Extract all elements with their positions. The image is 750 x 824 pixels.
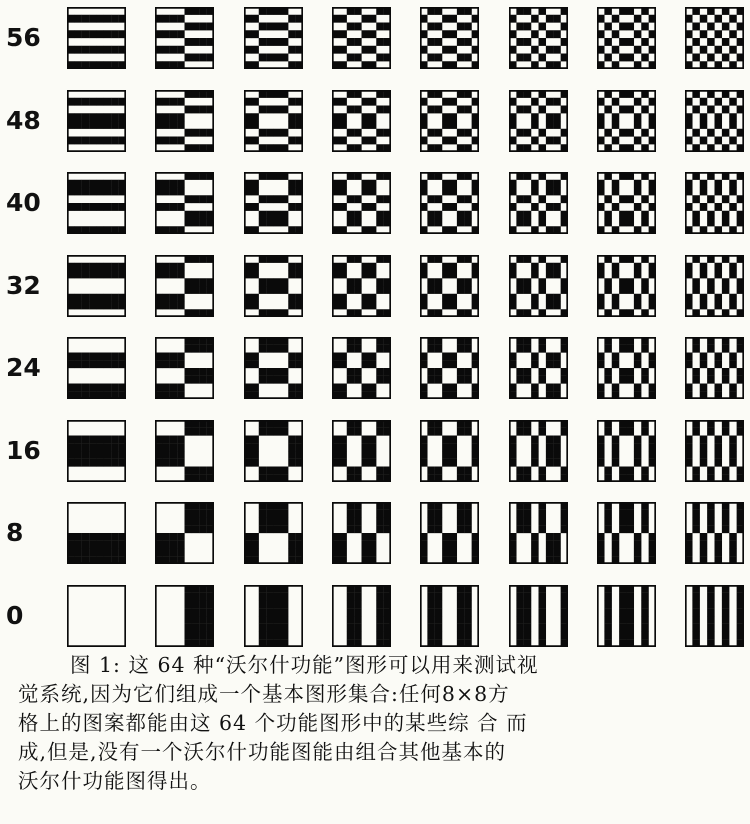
- walsh-pattern: [420, 90, 479, 152]
- caption-line-3: 格上的图案都能由这 64 个功能图形中的某些综 合 而: [18, 711, 528, 735]
- walsh-pattern: [67, 7, 126, 69]
- walsh-pattern: [420, 420, 479, 482]
- walsh-pattern: [685, 90, 744, 152]
- row-label: 56: [6, 23, 41, 52]
- walsh-pattern: [332, 90, 391, 152]
- walsh-pattern: [597, 172, 656, 234]
- walsh-pattern: [155, 90, 214, 152]
- walsh-pattern: [67, 337, 126, 399]
- caption-line-1: 图 1: 这 64 种“沃尔什功能”图形可以用来测试视: [70, 653, 539, 677]
- walsh-pattern: [509, 420, 568, 482]
- walsh-pattern: [597, 255, 656, 317]
- walsh-pattern: [509, 255, 568, 317]
- walsh-pattern: [244, 7, 303, 69]
- walsh-pattern: [509, 337, 568, 399]
- row-label: 48: [6, 105, 41, 135]
- walsh-pattern: [685, 585, 744, 647]
- walsh-pattern: [597, 7, 656, 69]
- walsh-pattern: [332, 7, 391, 69]
- walsh-pattern: [332, 585, 391, 647]
- row-label: 24: [6, 353, 41, 382]
- walsh-pattern: [332, 420, 391, 482]
- figure-caption: [18, 651, 730, 819]
- row-label: 16: [6, 435, 41, 465]
- walsh-pattern: [155, 420, 214, 482]
- walsh-pattern: [244, 585, 303, 647]
- walsh-pattern: [332, 337, 391, 399]
- row-label: 32: [6, 270, 41, 300]
- walsh-pattern: [244, 420, 303, 482]
- walsh-pattern: [67, 585, 126, 647]
- walsh-pattern: [67, 255, 126, 317]
- row-label: 8: [6, 518, 24, 547]
- walsh-pattern: [420, 7, 479, 69]
- walsh-pattern: [685, 255, 744, 317]
- walsh-pattern: [597, 420, 656, 482]
- walsh-pattern: [509, 502, 568, 564]
- walsh-pattern: [67, 172, 126, 234]
- walsh-pattern: [420, 337, 479, 399]
- walsh-pattern: [685, 420, 744, 482]
- walsh-pattern: [597, 90, 656, 152]
- walsh-pattern: [155, 7, 214, 69]
- walsh-pattern: [685, 7, 744, 69]
- walsh-pattern: [509, 585, 568, 647]
- walsh-pattern: [155, 502, 214, 564]
- walsh-pattern: [67, 90, 126, 152]
- walsh-pattern: [509, 172, 568, 234]
- walsh-pattern: [244, 337, 303, 399]
- caption-line-2: 觉系统,因为它们组成一个基本图形集合:任何8×8方: [18, 682, 510, 706]
- walsh-pattern: [332, 255, 391, 317]
- walsh-pattern: [67, 420, 126, 482]
- walsh-pattern: [332, 172, 391, 234]
- walsh-pattern: [509, 90, 568, 152]
- caption-line-5: 沃尔什功能图得出。: [18, 769, 212, 793]
- caption-line-4: 成,但是,没有一个沃尔什功能图能由组合其他基本的: [18, 740, 507, 764]
- walsh-pattern: [597, 585, 656, 647]
- walsh-pattern: [597, 337, 656, 399]
- walsh-pattern: [509, 7, 568, 69]
- walsh-pattern: [155, 255, 214, 317]
- walsh-pattern: [332, 502, 391, 564]
- walsh-pattern: [420, 255, 479, 317]
- walsh-pattern: [155, 337, 214, 399]
- row-label: 40: [6, 188, 41, 217]
- walsh-pattern: [420, 172, 479, 234]
- walsh-pattern: [244, 90, 303, 152]
- walsh-pattern: [244, 172, 303, 234]
- walsh-pattern: [597, 502, 656, 564]
- walsh-pattern: [685, 502, 744, 564]
- walsh-pattern: [685, 337, 744, 399]
- walsh-pattern: [155, 585, 214, 647]
- walsh-pattern: [244, 502, 303, 564]
- walsh-pattern: [155, 172, 214, 234]
- walsh-pattern: [67, 502, 126, 564]
- row-label: 0: [6, 600, 24, 630]
- walsh-pattern: [685, 172, 744, 234]
- walsh-pattern: [420, 502, 479, 564]
- walsh-pattern: [420, 585, 479, 647]
- walsh-pattern: [244, 255, 303, 317]
